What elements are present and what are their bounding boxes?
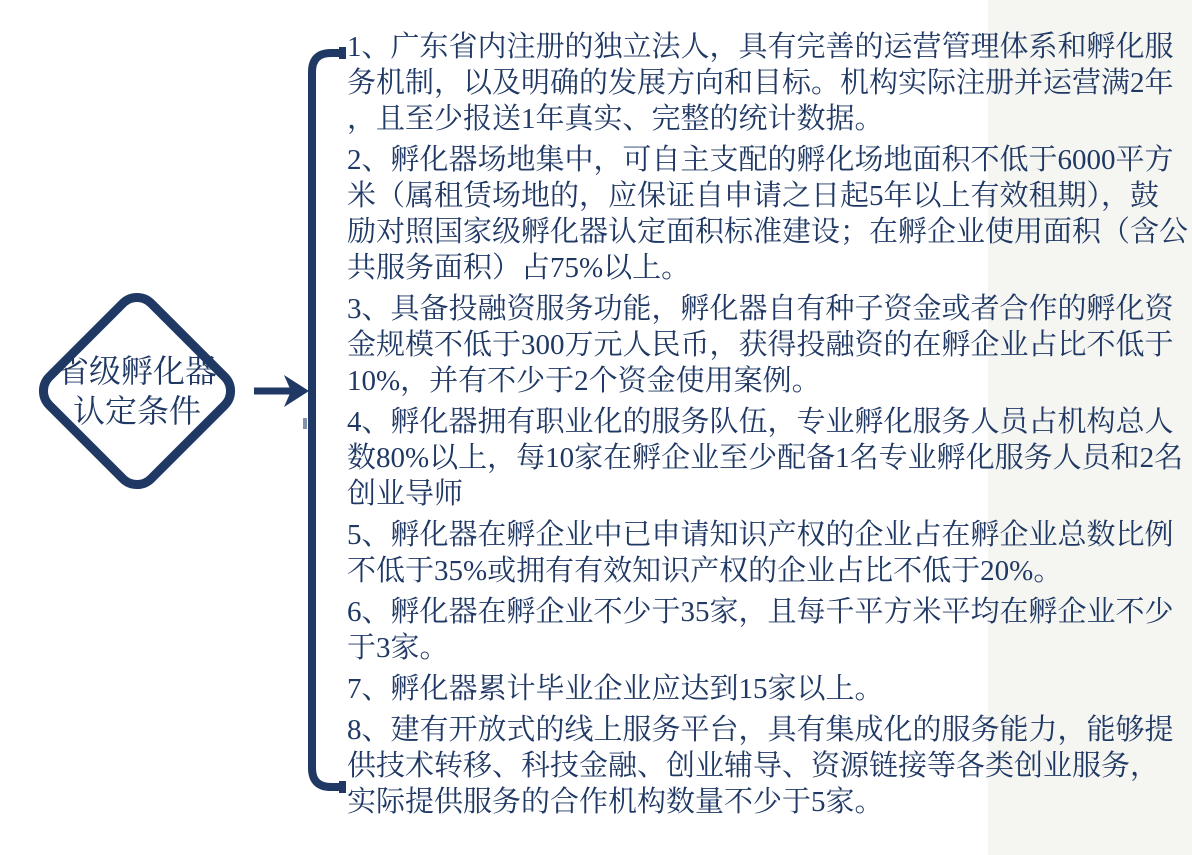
condition-line: 务机制，以及明确的发展方向和目标。机构实际注册并运营满2年 xyxy=(347,67,1174,99)
diamond-label xyxy=(29,283,245,499)
condition-line: 金规模不低于300万元人民币，获得投融资的在孵企业占比不低于 xyxy=(347,329,1174,361)
condition-line: 6、孵化器在孵企业不少于35家，且每千平方米平均在孵企业不少 xyxy=(347,596,1174,628)
condition-item-3 xyxy=(347,291,1192,399)
conditions-list xyxy=(347,29,1192,825)
condition-line: 3、具备投融资服务功能，孵化器自有种子资金或者合作的孵化资 xyxy=(347,293,1174,325)
condition-line: 5、孵化器在孵企业中已申请知识产权的企业占在孵企业总数比例 xyxy=(347,519,1174,551)
condition-line: 供技术转移、科技金融、创业辅导、资源链接等各类创业服务， xyxy=(347,750,1160,782)
condition-item-6 xyxy=(347,594,1192,666)
diamond-label-line1: 省级孵化器 xyxy=(56,353,217,389)
condition-item-4 xyxy=(347,404,1192,512)
condition-item-7 xyxy=(347,671,1192,707)
condition-line: 励对照国家级孵化器认定面积标准建设；在孵企业使用面积（含公 xyxy=(347,216,1189,248)
condition-line: ，且至少报送1年真实、完整的统计数据。 xyxy=(347,103,884,135)
condition-line: 共服务面积）占75%以上。 xyxy=(347,252,691,284)
condition-item-1 xyxy=(347,29,1192,137)
condition-item-2 xyxy=(347,142,1192,286)
condition-line: 4、孵化器拥有职业化的服务队伍，专业孵化服务人员占机构总人 xyxy=(347,406,1174,438)
condition-line: 创业导师 xyxy=(347,478,464,510)
condition-line: 2、孵化器场地集中，可自主支配的孵化场地面积不低于6000平方 xyxy=(347,144,1174,176)
condition-line: 不低于35%或拥有有效知识产权的企业占比不低于20%。 xyxy=(347,555,1063,587)
condition-line: 数80%以上，每10家在孵企业至少配备1名专业孵化服务人员和2名 xyxy=(347,442,1184,474)
condition-line: 7、孵化器累计毕业企业应达到15家以上。 xyxy=(347,673,884,705)
condition-line: 10%，并有不少于2个资金使用案例。 xyxy=(347,365,821,397)
diamond-node xyxy=(29,283,245,499)
condition-item-5 xyxy=(347,517,1192,589)
condition-line: 8、建有开放式的线上服务平台，具有集成化的服务能力，能够提 xyxy=(347,714,1174,746)
diamond-label-line2: 认定条件 xyxy=(72,393,201,429)
condition-line: 实际提供服务的合作机构数量不少于5家。 xyxy=(347,786,884,818)
condition-item-8 xyxy=(347,712,1192,820)
condition-line: 米（属租赁场地的，应保证自申请之日起5年以上有效租期），鼓 xyxy=(347,180,1160,212)
condition-line: 于3家。 xyxy=(347,632,449,664)
condition-line: 1、广东省内注册的独立法人，具有完善的运营管理体系和孵化服 xyxy=(347,31,1174,63)
left-square-bracket-shape xyxy=(301,40,353,800)
